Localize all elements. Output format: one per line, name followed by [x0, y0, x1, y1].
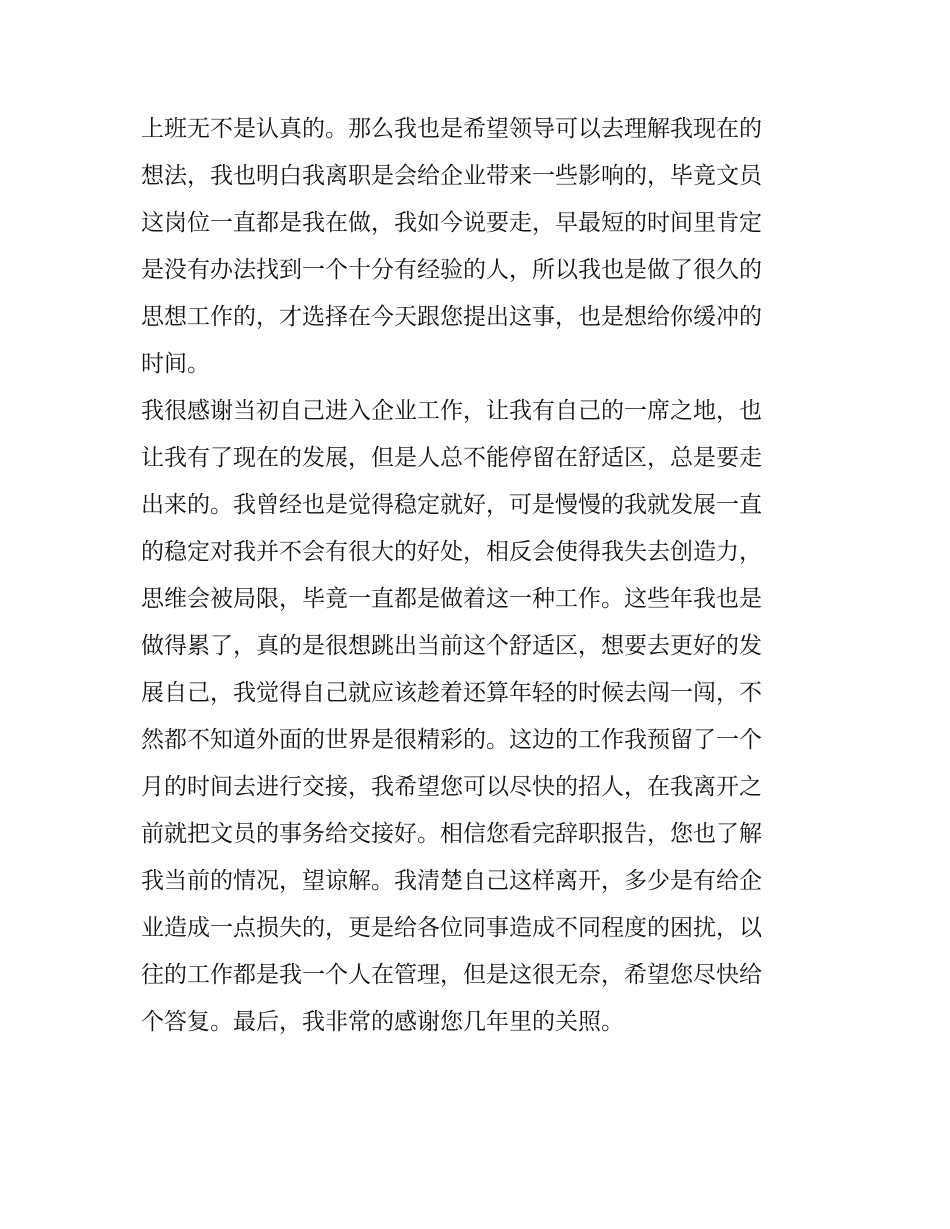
text-line: 个答复。最后，我非常的感谢您几年里的关照。 [141, 1009, 624, 1035]
text-line: 让我有了现在的发展，但是人总不能停留在舒适区，总是要走 [141, 445, 762, 471]
text-line: 出来的。我曾经也是觉得稳定就好，可是慢慢的我就发展一直 [141, 492, 762, 518]
text-line: 我很感谢当初自己进入企业工作，让我有自己的一席之地，也 [141, 398, 762, 424]
text-line: 思维会被局限，毕竟一直都是做着这一种工作。这些年我也是 [141, 586, 762, 612]
text-line: 业造成一点损失的，更是给各位同事造成不同程度的困扰，以 [141, 915, 762, 941]
text-line: 然都不知道外面的世界是很精彩的。这边的工作我预留了一个 [141, 727, 762, 753]
text-line: 时间。 [141, 351, 210, 377]
text-line: 思想工作的，才选择在今天跟您提出这事，也是想给你缓冲的 [141, 304, 762, 330]
text-line: 往的工作都是我一个人在管理，但是这很无奈，希望您尽快给 [141, 962, 762, 988]
text-line: 这岗位一直都是我在做，我如今说要走，早最短的时间里肯定 [141, 210, 762, 236]
text-line: 展自己，我觉得自己就应该趁着还算年轻的时候去闯一闯，不 [141, 680, 762, 706]
text-line: 月的时间去进行交接，我希望您可以尽快的招人，在我离开之 [141, 774, 762, 800]
text-line: 我当前的情况，望谅解。我清楚自己这样离开，多少是有给企 [141, 868, 762, 894]
text-line: 想法，我也明白我离职是会给企业带来一些影响的，毕竟文员 [141, 163, 762, 189]
text-line: 做得累了，真的是很想跳出当前这个舒适区，想要去更好的发 [141, 633, 762, 659]
letter-body [141, 106, 821, 1046]
text-line: 的稳定对我并不会有很大的好处，相反会使得我失去创造力， [141, 539, 762, 565]
text-line: 上班无不是认真的。那么我也是希望领导可以去理解我现在的 [141, 116, 762, 142]
text-line: 是没有办法找到一个十分有经验的人，所以我也是做了很久的 [141, 257, 762, 283]
text-line: 前就把文员的事务给交接好。相信您看完辞职报告，您也了解 [141, 821, 762, 847]
